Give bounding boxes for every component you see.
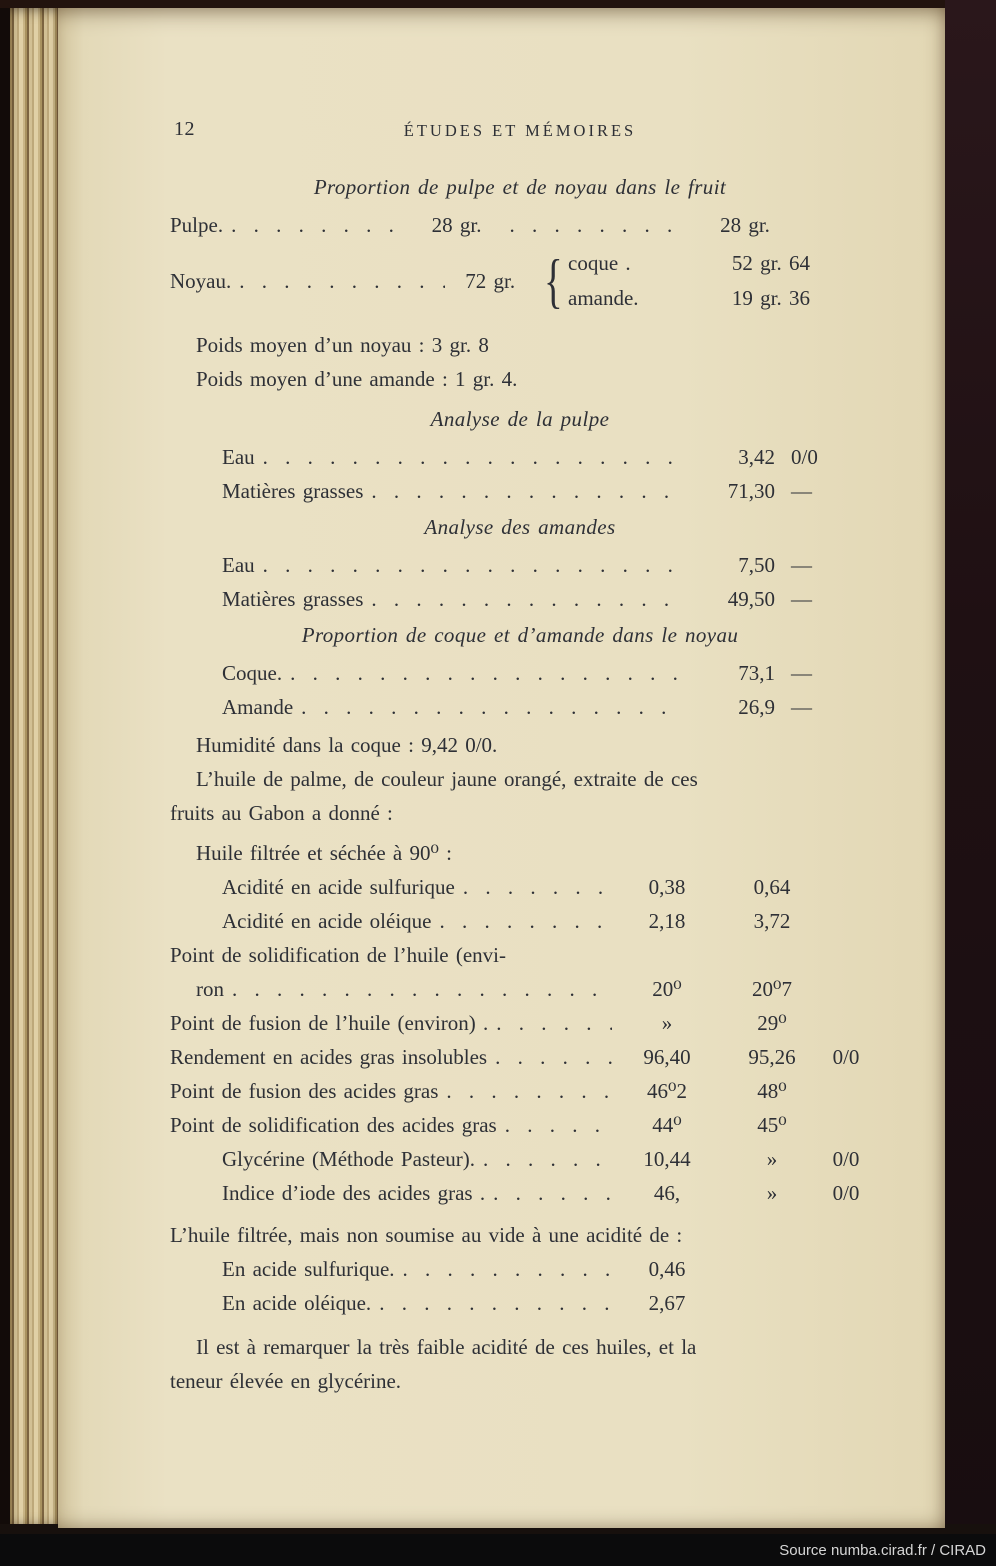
breakdown-label: coque . [568,251,631,275]
row-value: 49,50 [727,587,775,611]
paragraph-text: Poids moyen d’une amande : 1 gr. 4. [196,367,518,391]
row-value-col1: 10,44 [643,1147,691,1171]
row-label: Coque. [222,661,283,685]
leader-dots [282,656,685,690]
leader-dots [432,904,613,938]
leader-dots [455,870,612,904]
row-value: 26,9 [738,695,775,719]
leader-dots [487,1040,612,1074]
row-unit: — [791,661,812,685]
leader-dots [485,1176,612,1210]
noyau-breakdown [568,246,810,316]
measure-row [170,1006,870,1040]
row-unit: — [791,553,812,577]
breakdown-value: 19 gr. 36 [731,286,810,310]
heading-text: Proportion de pulpe et de noyau dans le fruit [313,175,727,199]
row-value-col1: 46⁰2 [647,1079,687,1103]
measure-row [170,1040,870,1074]
row-label: Point de solidification de l’huile (envi- [170,943,507,967]
breakdown-row [568,246,810,281]
row-value-col1: 96,40 [643,1045,691,1069]
section-heading [170,402,870,436]
row-weight-total: 72 gr. [465,269,516,293]
section-heading [170,510,870,544]
measure-row [170,1252,870,1286]
book-edge-right [945,0,996,1566]
leader-dots [371,1286,612,1320]
section-heading [170,170,870,204]
paragraph-line [170,762,870,796]
row-value-col1: 44⁰ [652,1113,682,1137]
row-label: Point de solidification des acides gras [170,1113,497,1137]
row-unit-col: 0/0 [832,1181,860,1205]
leader-dots [475,1142,612,1176]
leader-dots [438,1074,612,1108]
paragraph-line [170,728,870,762]
row-value-col1: 0,38 [648,875,686,899]
paragraph-text: Huile filtrée et séchée à 90⁰ : [196,841,452,865]
row-value: 3,42 [738,445,775,469]
section-heading [170,618,870,652]
stat-row [170,656,870,690]
row-label: Rendement en acides gras insolubles [170,1045,488,1069]
stat-row [170,690,870,724]
row-value-col1: » [661,1011,673,1035]
row-unit-col: 0/0 [832,1045,860,1069]
measure-row [170,1142,870,1176]
stat-row [170,548,870,582]
row-value-col1: 46, [653,1181,681,1205]
stat-row [170,440,870,474]
row-label: Noyau. [170,269,232,293]
row-value-col2: 20⁰7 [752,977,792,1001]
leader-dots [488,1006,612,1040]
stat-row [170,582,870,616]
row-value-col2: 48⁰ [757,1079,787,1103]
leader-dots [497,1108,612,1142]
source-attribution: Source numba.cirad.fr / CIRAD [779,1541,986,1559]
measure-row [170,904,870,938]
fruit-row-noyau [170,242,870,320]
page-number: 12 [174,118,195,140]
page-stack-edges [10,4,58,1532]
row-label: Indice d’iode des acides gras . [222,1181,486,1205]
row-unit: — [791,695,812,719]
measure-row [170,1286,870,1320]
row-value-col2: 45⁰ [757,1113,787,1137]
paragraph-text: fruits au Gabon a donné : [170,801,393,825]
row-value-col2: » [766,1181,778,1205]
row-value: 73,1 [738,661,775,685]
paragraph-text: teneur élevée en glycérine. [170,1369,402,1393]
row-value-col2: 29⁰ [757,1011,787,1035]
paragraph-line [170,1330,870,1364]
leader-dots [363,582,685,616]
row-weight-detail: 28 gr. [720,213,770,237]
row-label: Glycérine (Méthode Pasteur). [222,1147,475,1171]
row-value-col1: 0,46 [648,1257,686,1281]
row-label: Point de fusion de l’huile (environ) . [170,1011,489,1035]
row-value: 71,30 [727,479,775,503]
row-unit: — [791,587,812,611]
measure-row [170,1108,870,1142]
leader-dots [224,972,612,1006]
row-value: 7,50 [738,553,775,577]
stat-row [170,474,870,508]
paragraph-line [170,1364,870,1398]
paragraph-text: Humidité dans la coque : 9,42 0/0. [196,733,498,757]
leader-dots [502,208,690,242]
heading-text: Analyse des amandes [424,515,616,539]
source-footer-bar [0,1534,996,1566]
row-value-col1: 20⁰ [652,977,682,1001]
row-weight-total: 28 gr. [431,213,482,237]
row-label: En acide sulfurique. [222,1257,395,1281]
document-body [170,170,870,1398]
row-value-col1: 2,67 [648,1291,686,1315]
fruit-row-pulpe [170,208,870,242]
leader-dots [363,474,685,508]
measure-row [170,938,870,972]
row-label: Point de fusion des acides gras [170,1079,439,1103]
row-unit: — [791,479,812,503]
row-label: Eau [222,445,255,469]
leader-dots [395,1252,612,1286]
breakdown-value: 52 gr. 64 [731,251,810,275]
paragraph-line [170,1218,870,1252]
book-edge-top [0,0,996,8]
row-label: Acidité en acide oléique [222,909,432,933]
measure-row [170,1074,870,1108]
heading-text: Analyse de la pulpe [430,407,610,431]
leader-dots [255,548,685,582]
leader-dots [293,690,685,724]
heading-text: Proportion de coque et d’amande dans le noyau [301,623,739,647]
row-unit: 0/0 [791,445,818,469]
row-label: Matières grasses [222,587,364,611]
row-label: ron [196,977,224,1001]
row-value-col2: » [766,1147,778,1171]
row-label: Matières grasses [222,479,364,503]
breakdown-row [568,281,810,316]
leader-dots [231,264,445,298]
paragraph-line [170,328,870,362]
breakdown-label: amande. [568,286,639,310]
row-value-col1: 2,18 [648,909,686,933]
paragraph-text: Il est à remarquer la très faible acidité de ces huiles, et la [196,1335,697,1359]
brace-glyph: { [544,248,563,314]
leader-dots [255,440,685,474]
row-label: Acidité en acide sulfurique [222,875,455,899]
paragraph-text: L’huile de palme, de couleur jaune orangé, extraite de ces [196,767,698,791]
row-label: Eau [222,553,255,577]
paragraph-line [170,836,870,870]
row-label: En acide oléique. [222,1291,372,1315]
row-label: Amande [222,695,294,719]
row-value-col2: 0,64 [753,875,791,899]
page-header [170,118,870,148]
running-header: ÉTUDES ET MÉMOIRES [403,121,637,140]
row-value-col2: 95,26 [748,1045,796,1069]
page-content [58,8,945,1528]
paragraph-line [170,796,870,830]
row-unit-col: 0/0 [832,1147,860,1171]
paragraph-line [170,362,870,396]
measure-row [170,972,870,1006]
paragraph-text: Poids moyen d’un noyau : 3 gr. 8 [196,333,489,357]
paragraph-text: L’huile filtrée, mais non soumise au vide à une acidité de : [170,1223,683,1247]
measure-row [170,1176,870,1210]
row-value-col2: 3,72 [753,909,791,933]
row-label: Pulpe. [170,213,224,237]
leader-dots [223,208,411,242]
measure-row [170,870,870,904]
